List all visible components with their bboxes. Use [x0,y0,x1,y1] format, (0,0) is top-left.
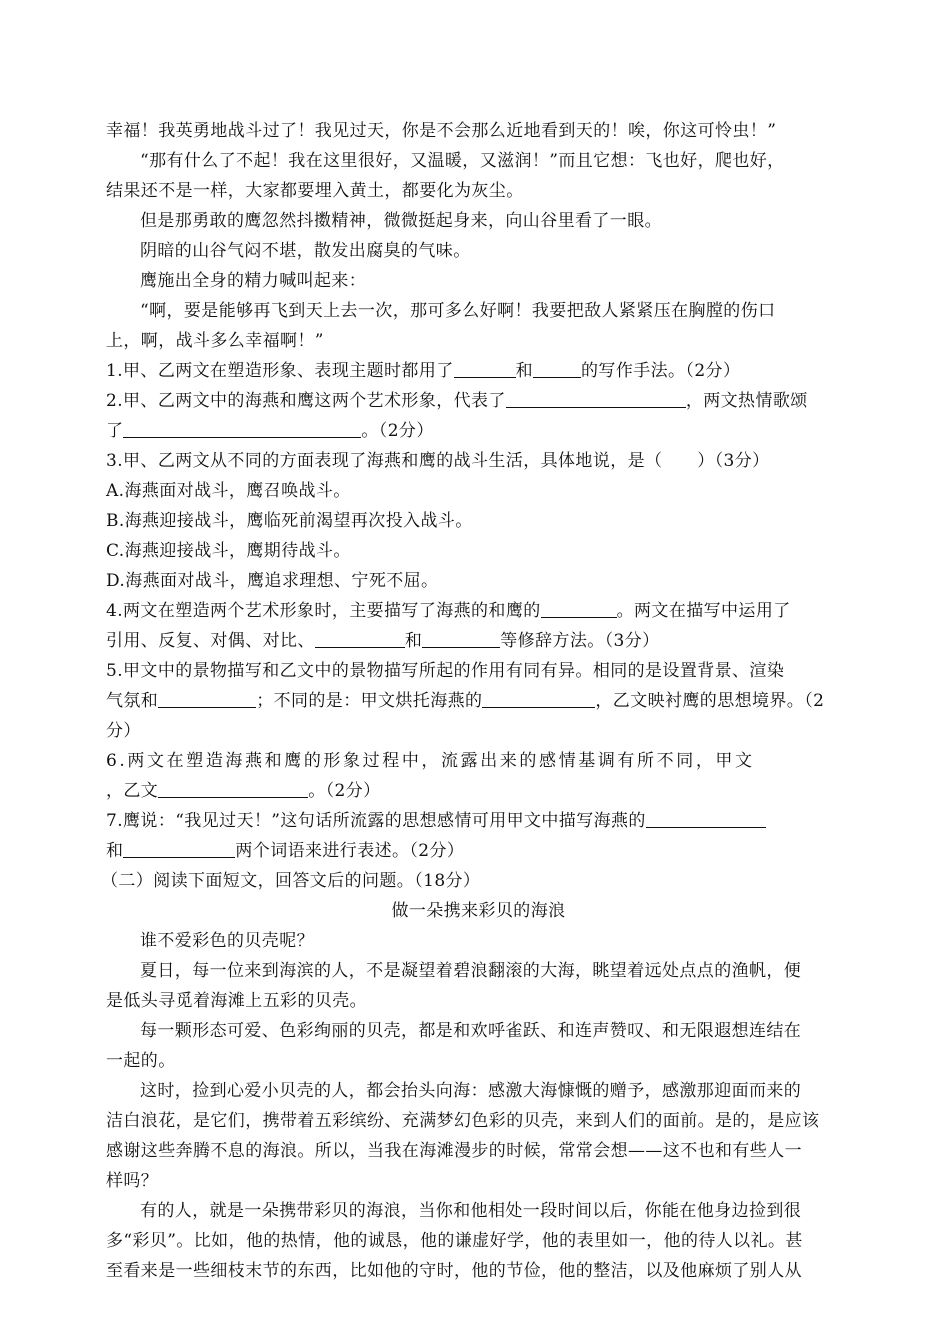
passage-line: 鹰施出全身的精力喊叫起来： [140,271,367,291]
answer-blank[interactable] [541,598,617,618]
answer-blank[interactable] [506,388,686,408]
passage-line: 但是那勇敢的鹰忽然抖擞精神，微微挺起身来，向山谷里看了一眼。 [140,211,662,231]
section-heading: （二）阅读下面短文，回答文后的问题。（18分） [101,871,481,891]
passage-line: 阴暗的山谷气闷不堪，散发出腐臭的气味。 [140,241,471,261]
passage-line: 幸福！我英勇地战斗过了！我见过天，你是不会那么近地看到天的！唉，你这可怜虫！” [106,121,777,141]
paragraph: 洁白浪花，是它们，携带着五彩缤纷、充满梦幻色彩的贝壳，来到人们的面前。是的，是应该 [106,1111,820,1131]
question-6-cont: ，乙文 。（2分） [106,777,851,805]
question-5: 5.甲文中的景物描写和乙文中的景物描写所起的作用有同有异。相同的是设置背景、渲染 [106,661,785,681]
answer-blank[interactable] [482,688,595,708]
paragraph: 感谢这些奔腾不息的海浪。所以，当我在海滩漫步的时候，常常会想——这不也和有些人一 [106,1141,802,1161]
option-a[interactable]: A.海燕面对战斗，鹰召唤战斗。 [106,481,351,501]
paragraph: 夏日，每一位来到海滨的人，不是凝望着碧浪翻滚的大海，眺望着远处点点的渔帆，便 [140,961,802,981]
passage-line: 上，啊，战斗多么幸福啊！” [106,331,324,351]
question-5-end: 分） [106,721,141,741]
question-1: 1.甲、乙两文在塑造形象、表现主题时都用了 和 的写作手法。（2分） [106,357,851,385]
answer-blank[interactable] [533,358,581,378]
paragraph: 每一颗形态可爱、色彩绚丽的贝壳，都是和欢呼雀跃、和连声赞叹、和无限遐想连结在 [140,1021,802,1041]
passage-line: “那有什么了不起！我在这里很好，又温暖，又滋润！”而且它想：飞也好，爬也好， [140,151,785,171]
question-7-cont: 和 两个词语来进行表述。（2分） [106,837,851,865]
essay-title: 做一朵携来彩贝的海浪 [391,901,566,921]
answer-blank[interactable] [454,358,516,378]
paragraph: 多“彩贝”。比如，他的热情，他的诚恳，他的谦虚好学，他的表里如一，他的待人以礼。甚 [106,1231,803,1251]
question-7: 7.鹰说：“我见过天！”这句话所流露的思想感情可用甲文中描写海燕的 [106,807,851,835]
paragraph: 样吗？ [106,1171,159,1191]
option-b[interactable]: B.海燕迎接战斗，鹰临死前渴望再次投入战斗。 [106,511,473,531]
paragraph: 一起的。 [106,1051,176,1071]
passage-line: 结果还不是一样，大家都要埋入黄土，都要化为灰尘。 [106,181,524,201]
question-4-cont: 引用、反复、对偶、对比、 和 等修辞方法。（3分） [106,627,851,655]
question-3: 3.甲、乙两文从不同的方面表现了海燕和鹰的战斗生活，具体地说，是（ ）（3分） [106,451,770,471]
question-6: 6.两文在塑造海燕和鹰的形象过程中，流露出来的感情基调有所不同，甲文 [106,751,755,771]
answer-blank[interactable] [646,808,766,828]
question-4: 4.两文在塑造两个艺术形象时，主要描写了海燕的和鹰的 。两文在描写中运用了 [106,597,851,625]
answer-blank[interactable] [158,688,256,708]
question-5-cont: 气氛和 ；不同的是：甲文烘托海燕的 ，乙文映衬鹰的思想境界。（2 [106,687,851,715]
passage-line: “啊，要是能够再飞到天上去一次，那可多么好啊！我要把敌人紧紧压在胸膛的伤口 [140,301,776,321]
paragraph: 有的人，就是一朵携带彩贝的海浪，当你和他相处一段时间以后，你能在他身边捡到很 [140,1201,802,1221]
paragraph: 这时，捡到心爱小贝壳的人，都会抬头向海：感激大海慷慨的赠予，感激那迎面而来的 [140,1081,802,1101]
answer-blank[interactable] [158,778,308,798]
answer-blank[interactable] [315,628,405,648]
option-d[interactable]: D.海燕面对战斗，鹰追求理想、宁死不屈。 [106,571,439,591]
answer-blank[interactable] [123,838,235,858]
paragraph: 是低头寻觅着海滩上五彩的贝壳。 [106,991,367,1011]
question-2-cont: 了 。（2分） [106,417,851,445]
answer-blank[interactable] [123,418,361,438]
question-2: 2.甲、乙两文中的海燕和鹰这两个艺术形象，代表了 ，两文热情歌颂 [106,387,851,415]
paragraph: 谁不爱彩色的贝壳呢？ [140,931,314,951]
paragraph: 至看来是一些细枝末节的东西，比如他的守时，他的节俭，他的整洁，以及他麻烦了别人从 [106,1261,802,1281]
option-c[interactable]: C.海燕迎接战斗，鹰期待战斗。 [106,541,351,561]
answer-blank[interactable] [422,628,500,648]
